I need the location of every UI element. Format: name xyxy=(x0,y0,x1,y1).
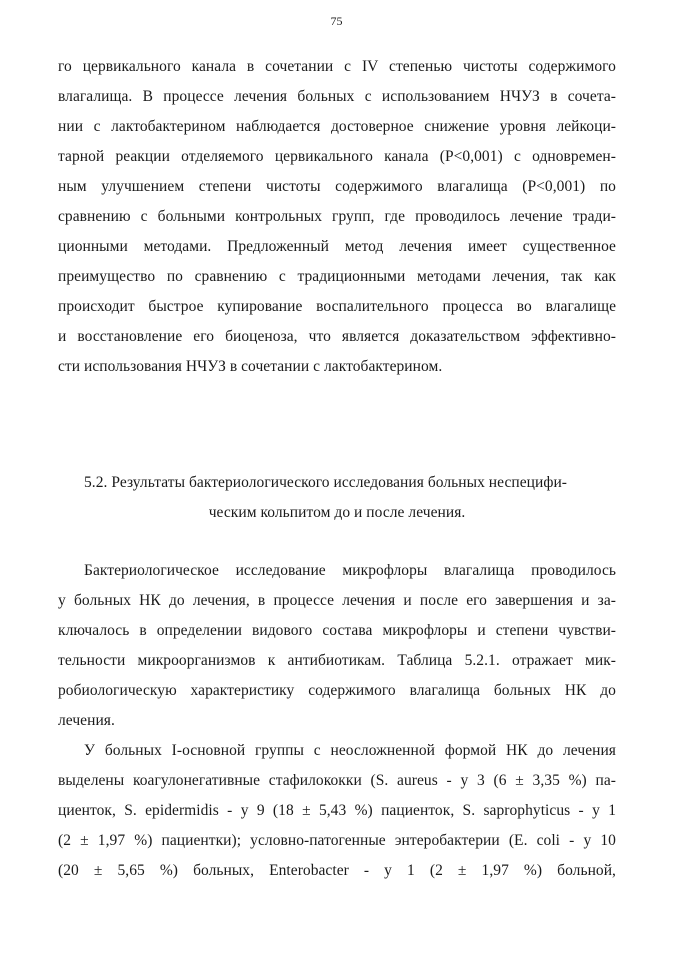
text-line: тарной реакции отделяемого цервикального канала (P<0,001) с одновремен- xyxy=(58,148,616,165)
text-line: и восстановление его биоценоза, что является доказательством эффективно- xyxy=(58,328,616,345)
text-line: ционными методами. Предложенный метод лечения имеет существенное xyxy=(58,238,616,255)
text-line: нии с лактобактерином наблюдается достоверное снижение уровня лейкоци- xyxy=(58,118,616,135)
text-line: у больных НК до лечения, в процессе лечения и после его завершения и за- xyxy=(58,592,616,609)
text-line: ключалось в определении видового состава микрофлоры и степени чувстви- xyxy=(58,622,616,639)
text-line: (20 ± 5,65 %) больных, Enterobacter - у 1 (2 ± 1,97 %) больной, xyxy=(58,862,616,879)
text-line: тельности микроорганизмов к антибиотикам. Таблица 5.2.1. отражает мик- xyxy=(58,652,616,669)
text-line: ным улучшением степени чистоты содержимого влагалища (P<0,001) по xyxy=(58,178,616,195)
text-line: лечения. xyxy=(58,712,115,729)
text-line: (2 ± 1,97 %) пациентки); условно-патогенные энтеробактерии (E. coli - у 10 xyxy=(58,832,616,849)
heading-line: ческим кольпитом до и после лечения. xyxy=(208,504,466,521)
text-line: влагалища. В процессе лечения больных с использованием НЧУЗ в сочета- xyxy=(58,88,616,105)
page-number: 75 xyxy=(330,14,343,28)
text-line: преимущество по сравнению с традиционными методами лечения, так как xyxy=(58,268,616,285)
text-line: сти использования НЧУЗ в сочетании с лактобактерином. xyxy=(58,358,443,375)
text-line: робиологическую характеристику содержимого влагалища больных НК до xyxy=(58,682,616,699)
text-line: У больных I-основной группы с неосложненной формой НК до лечения xyxy=(84,742,616,759)
text-line: происходит быстрое купирование воспалительного процесса во влагалище xyxy=(58,298,616,315)
text-line: выделены коагулонегативные стафилококки (S. aureus - у 3 (6 ± 3,35 %) па- xyxy=(58,772,616,789)
text-line: Бактериологическое исследование микрофлоры влагалища проводилось xyxy=(84,562,616,579)
text-line: сравнению с больными контрольных групп, где проводилось лечение тради- xyxy=(58,208,616,225)
text-line: циенток, S. epidermidis - у 9 (18 ± 5,43 %) пациенток, S. saprophyticus - у 1 xyxy=(58,802,616,819)
heading-line: 5.2. Результаты бактериологического исследования больных неспецифи- xyxy=(84,474,568,491)
text-line: го цервикального канала в сочетании с IV степенью чистоты содержимого xyxy=(58,58,616,75)
